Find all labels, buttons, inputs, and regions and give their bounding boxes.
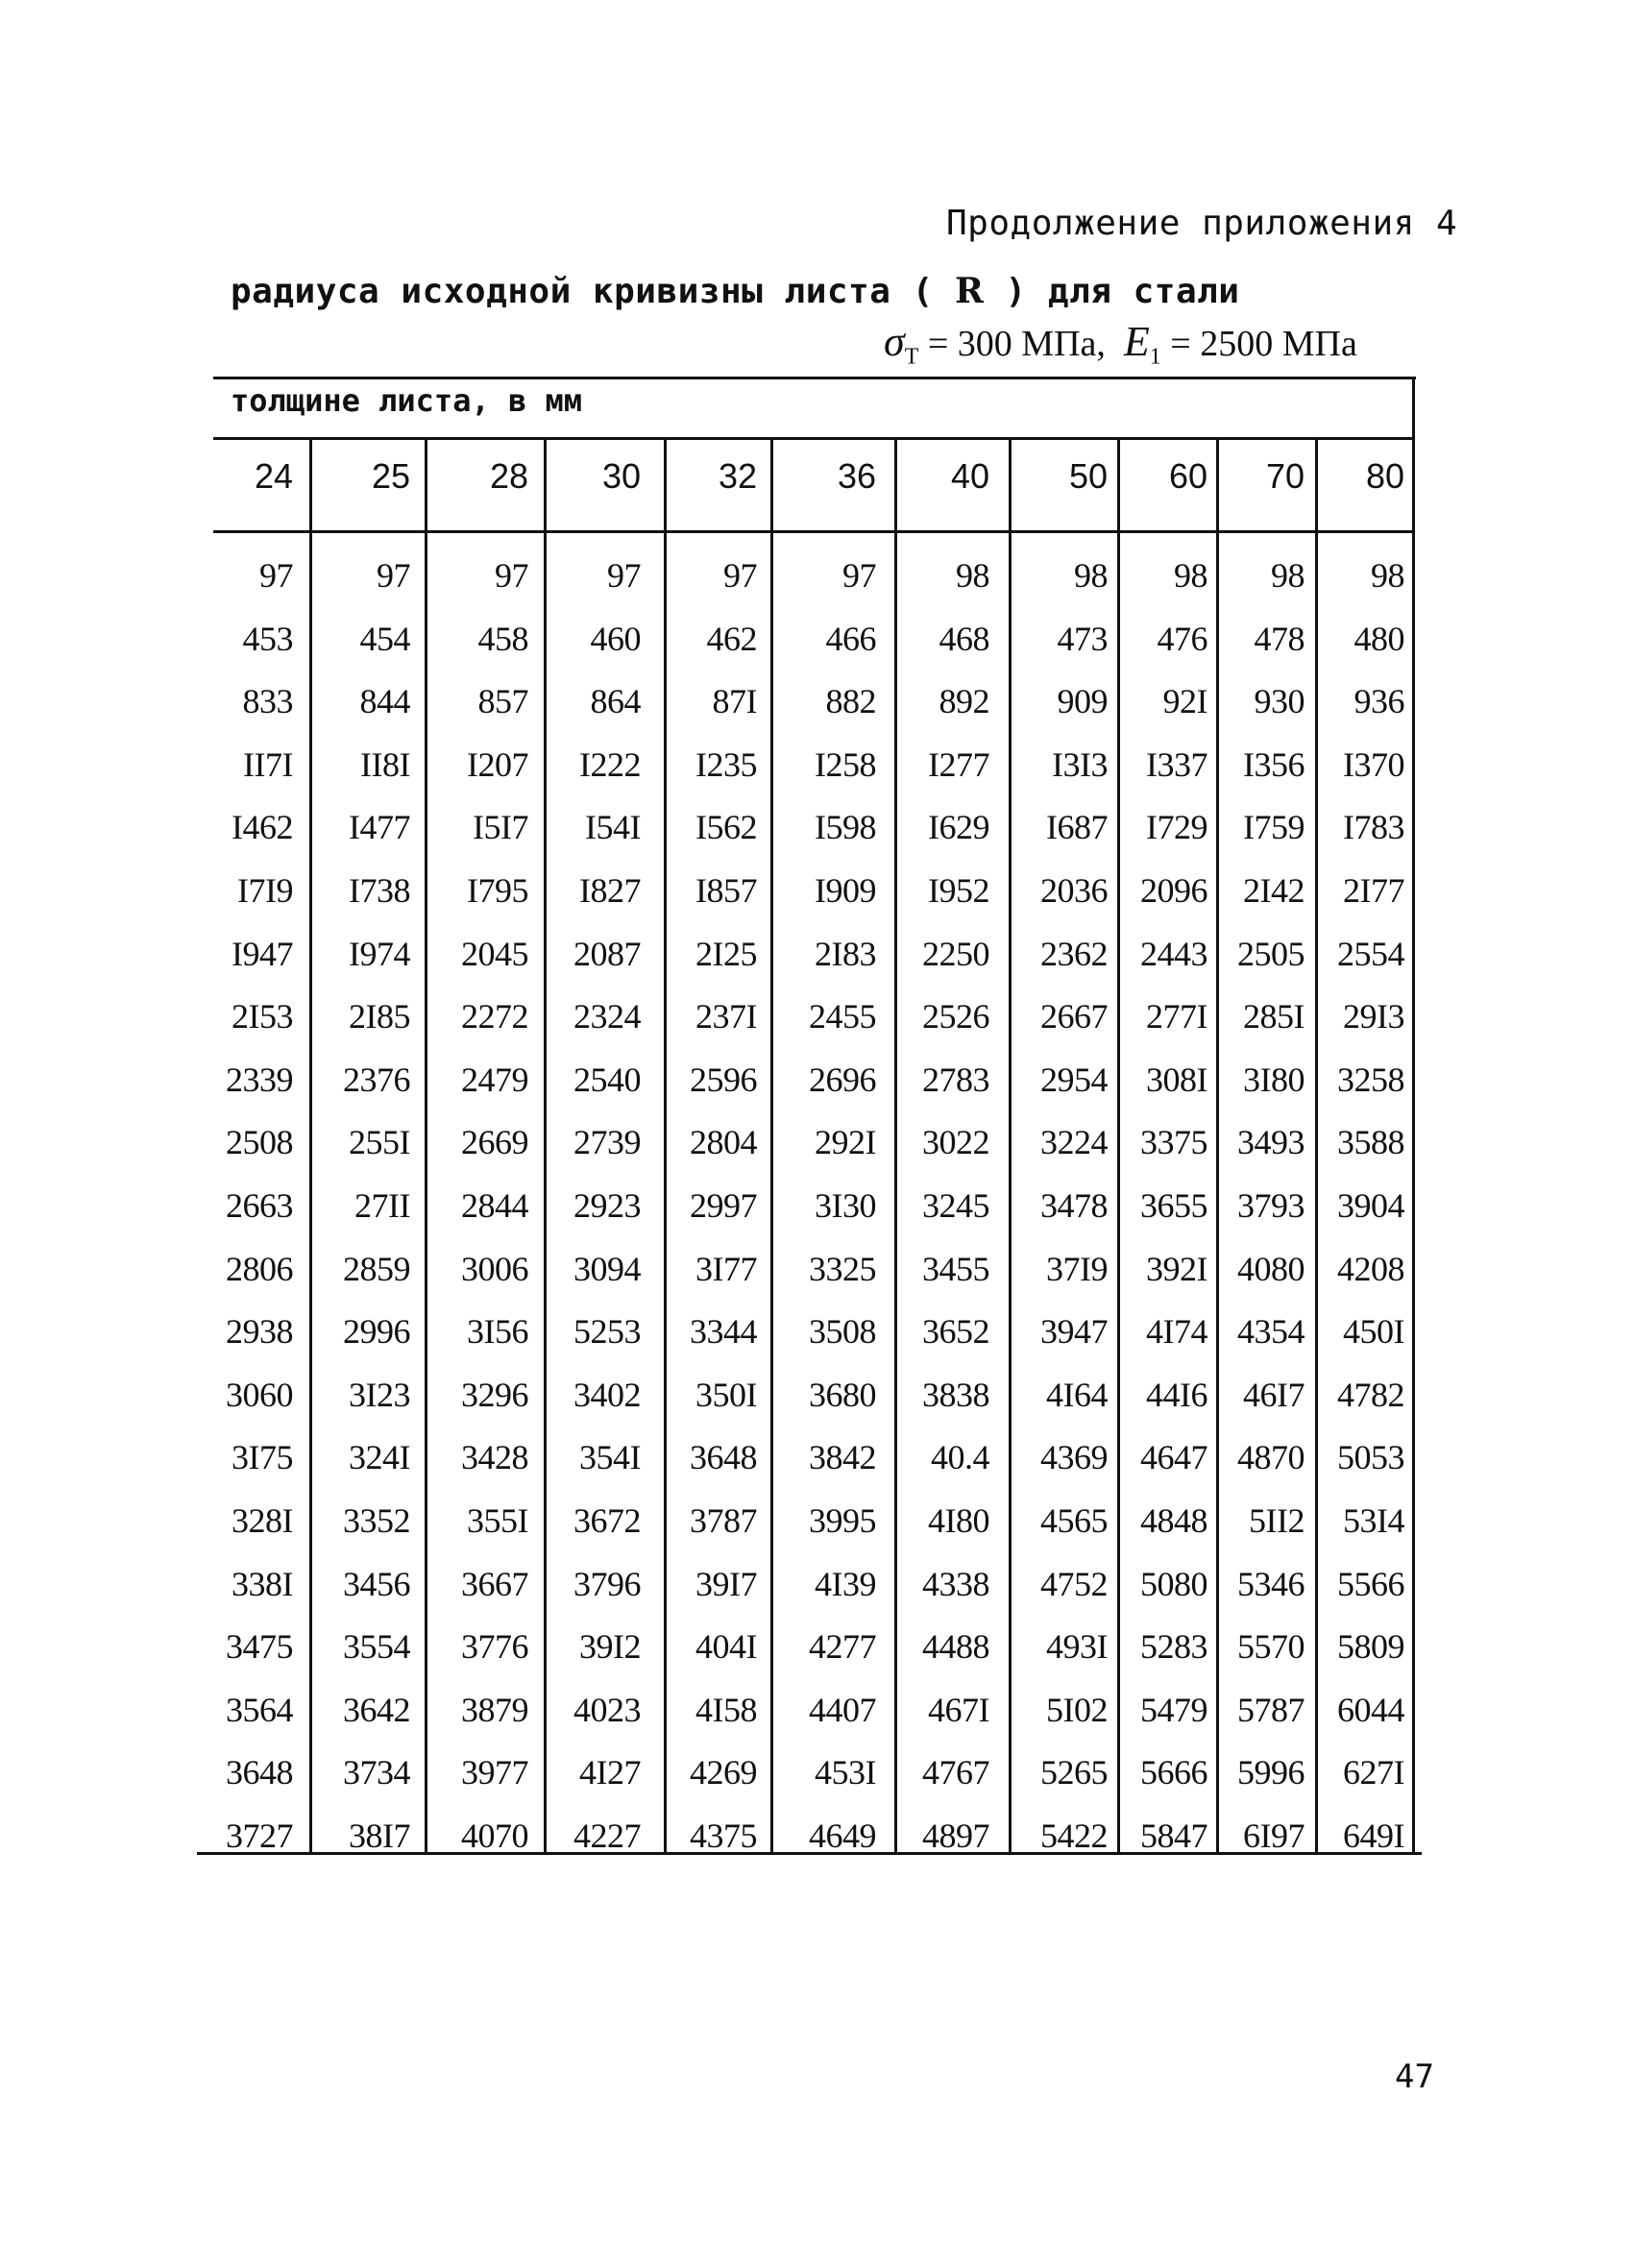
table-cell: 454 xyxy=(359,620,410,658)
page-number: 47 xyxy=(1395,2058,1434,2096)
table-cell: I974 xyxy=(349,935,410,973)
table-cell: 2376 xyxy=(343,1061,410,1099)
table-cell: 882 xyxy=(825,682,876,720)
table-cell: 4I64 xyxy=(1046,1376,1108,1414)
table-cell: 3478 xyxy=(1040,1186,1108,1225)
table-cell: 29I3 xyxy=(1343,997,1404,1036)
table-cell: II8I xyxy=(360,745,410,784)
table-cell: 4407 xyxy=(809,1691,876,1729)
table-cell: 2I77 xyxy=(1343,871,1404,910)
table-cell: 2938 xyxy=(226,1312,293,1351)
table-right-border xyxy=(1412,377,1415,1853)
table-cell: I258 xyxy=(815,745,876,784)
column-header-thickness: 30 xyxy=(601,456,641,496)
column-header-thickness: 40 xyxy=(950,456,989,496)
table-cell: 3344 xyxy=(690,1312,757,1351)
table-cell: 2045 xyxy=(461,935,528,973)
sigma-symbol: σ xyxy=(884,318,905,365)
table-cell: 2667 xyxy=(1040,997,1108,1036)
table-cell: 4I27 xyxy=(579,1753,641,1792)
table-cell: I909 xyxy=(815,871,876,910)
table-cell: 2526 xyxy=(922,997,989,1036)
table-cell: 4848 xyxy=(1140,1501,1207,1540)
table-cell: 98 xyxy=(1174,556,1207,595)
table-cell: 4647 xyxy=(1140,1438,1207,1476)
table-cell: 2806 xyxy=(226,1250,293,1288)
column-header-thickness: 80 xyxy=(1365,456,1404,496)
table-header-thickness: толщине листа, в мм xyxy=(231,382,583,419)
table-cell: 97 xyxy=(259,556,293,595)
table-cell: 6I97 xyxy=(1243,1817,1305,1855)
table-cell: 4I74 xyxy=(1146,1312,1207,1351)
table-cell: 3977 xyxy=(461,1753,528,1792)
table-cell: 2I85 xyxy=(349,997,410,1036)
table-cell: 473 xyxy=(1057,620,1108,658)
table-cell: I598 xyxy=(815,808,876,846)
table-cell: 285I xyxy=(1243,997,1305,1036)
table-cell: 5I02 xyxy=(1046,1691,1108,1729)
table-cell: 4I80 xyxy=(928,1501,989,1540)
table-cell: 5847 xyxy=(1140,1817,1207,1855)
table-cell: 3564 xyxy=(226,1691,293,1729)
table-cell: 2479 xyxy=(461,1061,528,1099)
modulus-subscript: 1 xyxy=(1149,344,1161,370)
table-cell: I738 xyxy=(349,871,410,910)
column-header-rule xyxy=(213,530,1415,533)
table-cell: 2923 xyxy=(573,1186,641,1225)
table-cell: 2036 xyxy=(1040,871,1108,910)
table-cell: 237I xyxy=(695,997,757,1036)
table-cell: 4080 xyxy=(1237,1250,1305,1288)
table-cell: 480 xyxy=(1354,620,1404,658)
table-cell: 909 xyxy=(1057,682,1108,720)
table-cell: 277I xyxy=(1146,997,1207,1036)
table-cell: 2I42 xyxy=(1243,871,1305,910)
column-header-thickness: 36 xyxy=(837,456,876,496)
table-cell: 355I xyxy=(467,1501,528,1540)
table-cell: I952 xyxy=(928,871,989,910)
table-cell: 2696 xyxy=(809,1061,876,1099)
table-cell: 5265 xyxy=(1040,1753,1108,1792)
table-cell: I947 xyxy=(232,935,293,973)
table-cell: 3652 xyxy=(922,1312,989,1351)
table-cell: 2596 xyxy=(690,1061,757,1099)
table-cell: 4369 xyxy=(1040,1438,1108,1476)
table-cell: 324I xyxy=(349,1438,410,1476)
table-cell: 6044 xyxy=(1337,1691,1404,1729)
modulus-value: = 2500 МПа xyxy=(1170,324,1357,364)
table-cell: 87I xyxy=(712,682,757,720)
table-cell: 2663 xyxy=(226,1186,293,1225)
table-cell: 3642 xyxy=(343,1691,410,1729)
table-cell: 3787 xyxy=(690,1501,757,1540)
table-cell: 3588 xyxy=(1337,1123,1404,1161)
table-cell: 5566 xyxy=(1337,1565,1404,1603)
table-cell: 2669 xyxy=(461,1123,528,1161)
table-cell: 3375 xyxy=(1140,1123,1207,1161)
table-cell: 3727 xyxy=(226,1817,293,1855)
column-header-thickness: 25 xyxy=(371,456,410,496)
table-cell: 39I2 xyxy=(579,1627,641,1666)
table-cell: 2I53 xyxy=(232,997,293,1036)
table-cell: 292I xyxy=(815,1123,876,1161)
table-cell: 40.4 xyxy=(931,1438,989,1476)
table-cell: I729 xyxy=(1146,808,1207,846)
table-cell: 37I9 xyxy=(1046,1250,1108,1288)
table-cell: 3352 xyxy=(343,1501,410,1540)
table-cell: 5283 xyxy=(1140,1627,1207,1666)
table-cell: I827 xyxy=(579,871,641,910)
table-cell: 4565 xyxy=(1040,1501,1108,1540)
column-header-thickness: 70 xyxy=(1265,456,1305,496)
table-cell: 97 xyxy=(377,556,410,595)
table-cell: 3838 xyxy=(922,1376,989,1414)
table-cell: 3842 xyxy=(809,1438,876,1476)
table-cell: 328I xyxy=(232,1501,293,1540)
table-cell: 4752 xyxy=(1040,1565,1108,1603)
table-cell: 4767 xyxy=(922,1753,989,1792)
table-cell: 3947 xyxy=(1040,1312,1108,1351)
table-cell: 3I23 xyxy=(349,1376,410,1414)
table-cell: I370 xyxy=(1343,745,1404,784)
table-top-rule xyxy=(213,377,1416,379)
table-cell: 3456 xyxy=(343,1565,410,1603)
table-cell: 3428 xyxy=(461,1438,528,1476)
table-cell: 5787 xyxy=(1237,1691,1305,1729)
modulus-symbol: E xyxy=(1123,318,1150,365)
table-cell: I235 xyxy=(695,745,757,784)
table-cell: I3I3 xyxy=(1052,745,1108,784)
table-cell: 3455 xyxy=(922,1250,989,1288)
table-cell: I54I xyxy=(585,808,641,846)
table-cell: 2996 xyxy=(343,1312,410,1351)
table-cell: I5I7 xyxy=(473,808,528,846)
table-cell: 453 xyxy=(242,620,293,658)
column-separator xyxy=(1315,440,1318,1852)
table-cell: 2954 xyxy=(1040,1061,1108,1099)
table-cell: 3I80 xyxy=(1243,1061,1305,1099)
table-cell: 3296 xyxy=(461,1376,528,1414)
table-cell: 3793 xyxy=(1237,1186,1305,1225)
table-cell: 4277 xyxy=(809,1627,876,1666)
table-cell: 5570 xyxy=(1237,1627,1305,1666)
table-cell: 2I25 xyxy=(695,935,757,973)
table-cell: I356 xyxy=(1243,745,1305,784)
table-cell: 4782 xyxy=(1337,1376,1404,1414)
table-cell: 5422 xyxy=(1040,1817,1108,1855)
table-cell: 3776 xyxy=(461,1627,528,1666)
table-cell: I337 xyxy=(1146,745,1207,784)
table-cell: 4227 xyxy=(573,1817,641,1855)
column-header-thickness: 60 xyxy=(1168,456,1207,496)
column-header-thickness: 50 xyxy=(1068,456,1108,496)
table-cell: 478 xyxy=(1254,620,1305,658)
table-cell: 4208 xyxy=(1337,1250,1404,1288)
table-cell: I759 xyxy=(1243,808,1305,846)
table-cell: II7I xyxy=(243,745,293,784)
table-cell: 3I56 xyxy=(467,1312,528,1351)
radius-symbol: R xyxy=(954,271,985,311)
table-cell: 3995 xyxy=(809,1501,876,1540)
table-cell: 2505 xyxy=(1237,935,1305,973)
table-cell: 3493 xyxy=(1237,1123,1305,1161)
table-cell: 2455 xyxy=(809,997,876,1036)
table-cell: 627I xyxy=(1343,1753,1404,1792)
table-cell: 936 xyxy=(1354,682,1404,720)
table-cell: 476 xyxy=(1157,620,1207,658)
table-cell: 46I7 xyxy=(1243,1376,1305,1414)
table-cell: 255I xyxy=(349,1123,410,1161)
table-cell: 53I4 xyxy=(1343,1501,1404,1540)
table-cell: 450I xyxy=(1343,1312,1404,1351)
table-cell: 892 xyxy=(939,682,989,720)
table-cell: 2339 xyxy=(226,1061,293,1099)
table-cell: 3672 xyxy=(573,1501,641,1540)
table-cell: 2I83 xyxy=(815,935,876,973)
table-cell: 97 xyxy=(607,556,641,595)
table-cell: 2250 xyxy=(922,935,989,973)
table-cell: 2554 xyxy=(1337,935,1404,973)
table-cell: 97 xyxy=(495,556,528,595)
table-cell: 468 xyxy=(939,620,989,658)
table-cell: 3I30 xyxy=(815,1186,876,1225)
table-cell: I857 xyxy=(695,871,757,910)
table-cell: 4488 xyxy=(922,1627,989,1666)
column-separator xyxy=(1117,440,1120,1852)
table-cell: 2087 xyxy=(573,935,641,973)
table-cell: I7I9 xyxy=(237,871,293,910)
table-cell: I277 xyxy=(928,745,989,784)
table-cell: 4375 xyxy=(690,1817,757,1855)
table-cell: I629 xyxy=(928,808,989,846)
table-cell: 4I58 xyxy=(695,1691,757,1729)
table-cell: I207 xyxy=(467,745,528,784)
table-cell: 844 xyxy=(359,682,410,720)
table-cell: 3245 xyxy=(922,1186,989,1225)
table-cell: I222 xyxy=(579,745,641,784)
table-cell: 4023 xyxy=(573,1691,641,1729)
table-cell: 4870 xyxy=(1237,1438,1305,1476)
table-cell: I687 xyxy=(1046,808,1108,846)
table-cell: 3667 xyxy=(461,1565,528,1603)
table-cell: I562 xyxy=(695,808,757,846)
table-cell: 44I6 xyxy=(1146,1376,1207,1414)
table-cell: 2272 xyxy=(461,997,528,1036)
table-cell: 2859 xyxy=(343,1250,410,1288)
table-cell: 3508 xyxy=(809,1312,876,1351)
table-cell: 493I xyxy=(1046,1627,1108,1666)
table-cell: 404I xyxy=(695,1627,757,1666)
table-subtitle xyxy=(231,271,1239,311)
table-cell: 3879 xyxy=(461,1691,528,1729)
table-cell: 354I xyxy=(579,1438,641,1476)
table-cell: 3648 xyxy=(226,1753,293,1792)
table-cell: 4070 xyxy=(461,1817,528,1855)
table-cell: 2362 xyxy=(1040,935,1108,973)
table-cell: 2844 xyxy=(461,1186,528,1225)
table-cell: 5080 xyxy=(1140,1565,1207,1603)
subtitle-prefix: радиуса исходной кривизны листа ( xyxy=(231,272,934,311)
table-cell: 3402 xyxy=(573,1376,641,1414)
table-cell: 97 xyxy=(723,556,757,595)
table-cell: 4354 xyxy=(1237,1312,1305,1351)
table-cell: 3904 xyxy=(1337,1186,1404,1225)
table-cell: 392I xyxy=(1146,1250,1207,1288)
column-header-thickness: 32 xyxy=(718,456,757,496)
table-cell: I462 xyxy=(232,808,293,846)
table-cell: 98 xyxy=(1271,556,1305,595)
table-cell: 5666 xyxy=(1140,1753,1207,1792)
table-cell: 5053 xyxy=(1337,1438,1404,1476)
table-header-rule xyxy=(213,437,1415,440)
table-cell: 2739 xyxy=(573,1123,641,1161)
table-cell: 2997 xyxy=(690,1186,757,1225)
table-cell: 649I xyxy=(1343,1817,1404,1855)
table-cell: 5809 xyxy=(1337,1627,1404,1666)
table-cell: 3224 xyxy=(1040,1123,1108,1161)
table-cell: 857 xyxy=(477,682,528,720)
table-cell: 466 xyxy=(825,620,876,658)
table-cell: 2324 xyxy=(573,997,641,1036)
table-cell: 3094 xyxy=(573,1250,641,1288)
table-cell: 467I xyxy=(928,1691,989,1729)
table-cell: 97 xyxy=(842,556,876,595)
table-cell: 5996 xyxy=(1237,1753,1305,1792)
table-cell: 2443 xyxy=(1140,935,1207,973)
table-cell: 308I xyxy=(1146,1061,1207,1099)
column-header-thickness: 28 xyxy=(489,456,528,496)
table-cell: 98 xyxy=(956,556,989,595)
table-cell: 3680 xyxy=(809,1376,876,1414)
table-cell: 2096 xyxy=(1140,871,1207,910)
table-cell: 350I xyxy=(695,1376,757,1414)
table-cell: 98 xyxy=(1371,556,1404,595)
table-cell: I477 xyxy=(349,808,410,846)
table-cell: 930 xyxy=(1254,682,1305,720)
subtitle-suffix: ) для стали xyxy=(1005,272,1240,311)
continuation-label: Продолжение приложения 4 xyxy=(946,204,1458,243)
table-cell: 3006 xyxy=(461,1250,528,1288)
table-cell: 39I7 xyxy=(695,1565,757,1603)
table-cell: 4269 xyxy=(690,1753,757,1792)
table-cell: 462 xyxy=(706,620,757,658)
table-cell: 2508 xyxy=(226,1123,293,1161)
table-cell: 3I77 xyxy=(695,1250,757,1288)
table-cell: 3734 xyxy=(343,1753,410,1792)
table-cell: 92I xyxy=(1162,682,1207,720)
table-cell: 38I7 xyxy=(349,1817,410,1855)
table-cell: 4I39 xyxy=(815,1565,876,1603)
sigma-value: = 300 МПа, xyxy=(927,324,1106,364)
table-cell: 2783 xyxy=(922,1061,989,1099)
table-cell: 3325 xyxy=(809,1250,876,1288)
table-cell: 2540 xyxy=(573,1061,641,1099)
table-cell: I795 xyxy=(467,871,528,910)
table-cell: 3554 xyxy=(343,1627,410,1666)
table-cell: 453I xyxy=(815,1753,876,1792)
table-cell: 5253 xyxy=(573,1312,641,1351)
table-cell: 4649 xyxy=(809,1817,876,1855)
column-header-thickness: 24 xyxy=(254,456,293,496)
table-cell: 27II xyxy=(354,1186,410,1225)
table-cell: 4338 xyxy=(922,1565,989,1603)
table-cell: 5479 xyxy=(1140,1691,1207,1729)
table-cell: 3060 xyxy=(226,1376,293,1414)
table-cell: 460 xyxy=(590,620,641,658)
table-cell: 3022 xyxy=(922,1123,989,1161)
table-cell: 5346 xyxy=(1237,1565,1305,1603)
table-cell: 3796 xyxy=(573,1565,641,1603)
table-cell: 98 xyxy=(1074,556,1108,595)
table-cell: 864 xyxy=(590,682,641,720)
table-cell: 3I75 xyxy=(232,1438,293,1476)
table-cell: 3655 xyxy=(1140,1186,1207,1225)
sigma-subscript: T xyxy=(904,344,919,370)
table-cell: 458 xyxy=(477,620,528,658)
table-cell: 4897 xyxy=(922,1817,989,1855)
material-parameters xyxy=(884,317,1357,371)
table-cell: 5II2 xyxy=(1249,1501,1305,1540)
table-cell: 3648 xyxy=(690,1438,757,1476)
table-cell: 3258 xyxy=(1337,1061,1404,1099)
table-cell: 2804 xyxy=(690,1123,757,1161)
table-cell: 3475 xyxy=(226,1627,293,1666)
table-cell: 833 xyxy=(242,682,293,720)
table-cell: 338I xyxy=(232,1565,293,1603)
table-cell: I783 xyxy=(1343,808,1404,846)
